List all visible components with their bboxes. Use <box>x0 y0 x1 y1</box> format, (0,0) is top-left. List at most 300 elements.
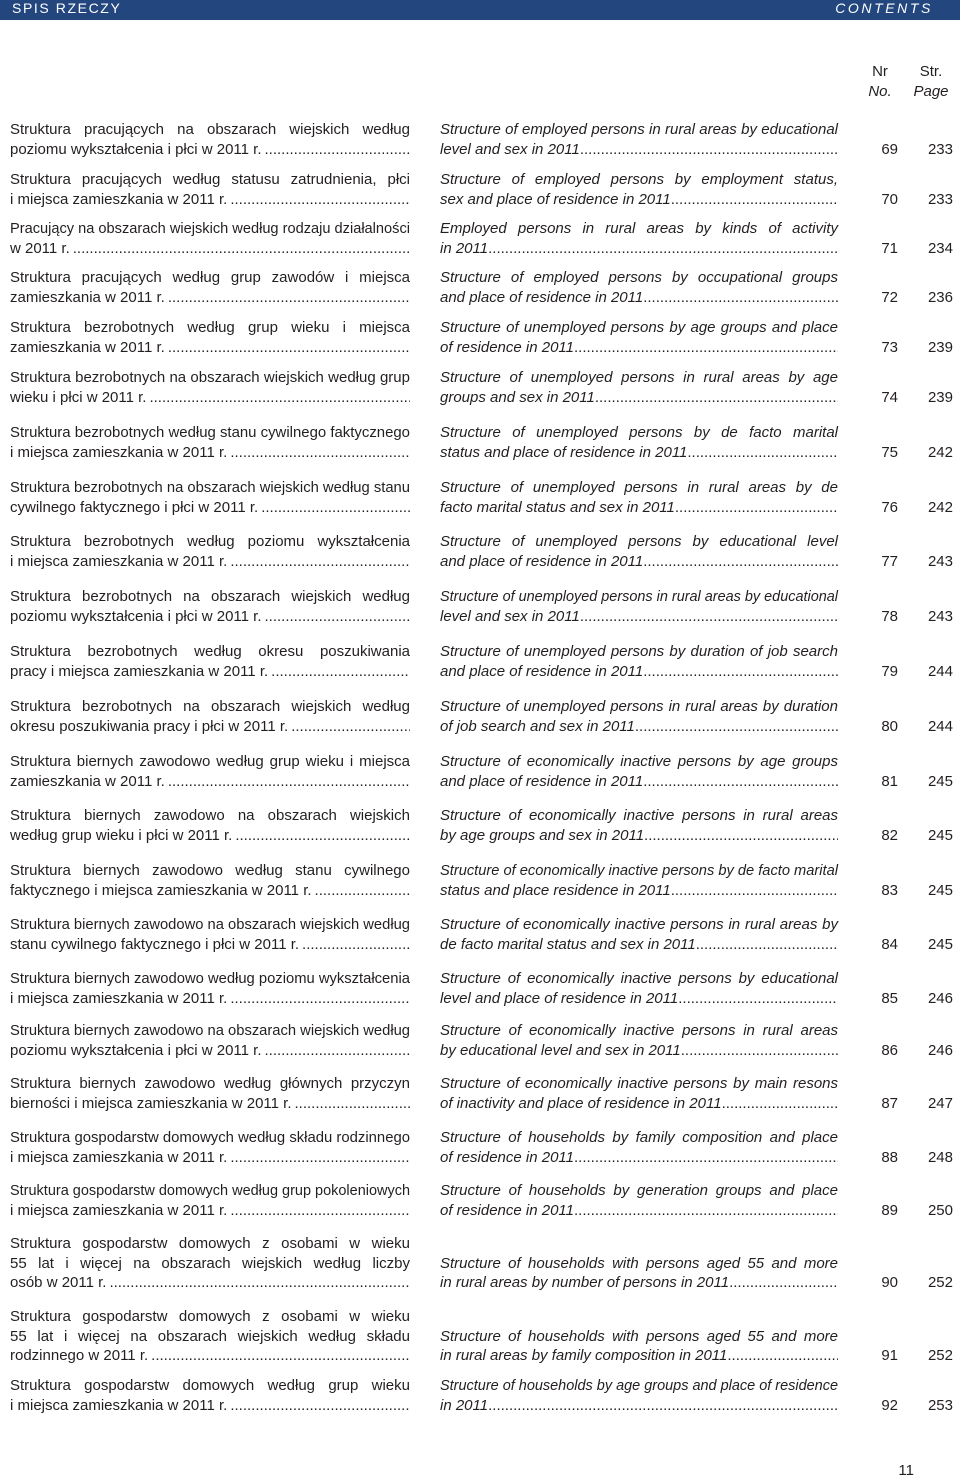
entry-title-polish <box>10 1307 410 1366</box>
title-line-text: według grup wieku i płci w 2011 r. <box>10 826 233 844</box>
title-line-text: Struktura pracujących na obszarach wiejskich według <box>10 121 410 139</box>
table-number: 81 <box>881 772 898 790</box>
table-number: 84 <box>881 935 898 953</box>
title-line-text: Struktura gospodarstw domowych według składu rodzinnego <box>10 1129 410 1147</box>
entry-title-english <box>440 1327 838 1366</box>
entry-title-polish <box>10 1074 410 1113</box>
table-number: 85 <box>881 989 898 1007</box>
page-ref: 239 <box>927 338 953 356</box>
column-header-page-english: Page <box>913 82 949 100</box>
title-line-text: Structure of economically inactive persons by main resons <box>440 1075 838 1093</box>
title-line-text: de facto marital status and sex in 2011 <box>440 935 696 953</box>
title-line <box>10 1181 410 1201</box>
entry-title-english <box>440 1254 838 1293</box>
title-line-text: of job search and sex in 2011 <box>440 717 635 735</box>
dot-leader <box>230 443 410 463</box>
dot-leader <box>687 443 838 463</box>
title-line-text: i miejsca zamieszkania w 2011 r. <box>10 1201 228 1219</box>
entry-title-polish <box>10 1181 410 1220</box>
title-line <box>440 607 838 627</box>
dot-leader <box>643 662 838 682</box>
dot-leader <box>678 989 838 1009</box>
entry-title-english <box>440 268 838 307</box>
page-ref: 244 <box>927 662 953 680</box>
title-line <box>10 915 410 935</box>
title-line <box>10 498 410 518</box>
title-line-text: Structure of unemployed persons in rural areas by educational <box>440 588 838 606</box>
toc-entry <box>0 752 960 791</box>
entry-title-polish <box>10 587 410 626</box>
page-ref: 253 <box>927 1396 953 1414</box>
title-line <box>10 642 410 662</box>
title-line <box>440 268 838 288</box>
dot-leader <box>727 1346 838 1366</box>
title-line-text: and place of residence in 2011 <box>440 662 644 680</box>
table-number: 77 <box>881 552 898 570</box>
title-line <box>440 1021 838 1041</box>
toc-entry <box>0 1234 960 1293</box>
title-line-text: poziomu wykształcenia i płci w 2011 r. <box>10 1041 262 1059</box>
toc-entry <box>0 423 960 462</box>
title-line <box>440 1273 838 1293</box>
title-line-text: level and sex in 2011 <box>440 140 580 158</box>
toc-entry <box>0 478 960 517</box>
entry-title-english <box>440 1074 838 1113</box>
title-line-text: Struktura biernych zawodowo według poziomu wykształcenia <box>10 970 410 988</box>
toc-entry <box>0 1021 960 1060</box>
title-line <box>440 587 838 607</box>
dot-leader <box>265 607 411 627</box>
title-line <box>440 1376 838 1396</box>
entry-title-polish <box>10 642 410 681</box>
toc-entry <box>0 642 960 681</box>
toc-entry <box>0 969 960 1008</box>
title-line <box>10 552 410 572</box>
table-number: 72 <box>881 288 898 306</box>
entry-title-polish <box>10 1234 410 1293</box>
page-ref: 233 <box>927 140 953 158</box>
title-line <box>10 1094 410 1114</box>
entry-title-english <box>440 478 838 517</box>
title-line <box>10 443 410 463</box>
title-line-text: Structure of households by generation groups and place <box>440 1182 838 1200</box>
title-line <box>10 368 410 388</box>
title-line <box>10 826 410 846</box>
title-line-text: Structure of employed persons by occupational groups <box>440 269 838 287</box>
title-line <box>440 935 838 955</box>
title-line <box>440 239 838 259</box>
dot-leader <box>265 140 411 160</box>
toc-entry <box>0 532 960 571</box>
table-number: 69 <box>881 140 898 158</box>
title-line-text: by educational level and sex in 2011 <box>440 1041 681 1059</box>
table-number: 76 <box>881 498 898 516</box>
title-line-text: groups and sex in 2011 <box>440 388 595 406</box>
toc-entry <box>0 587 960 626</box>
dot-leader <box>230 989 410 1009</box>
entry-title-polish <box>10 969 410 1008</box>
title-line <box>10 1234 410 1254</box>
title-line-text: status and place residence in 2011 <box>440 881 671 899</box>
toc-entry <box>0 1181 960 1220</box>
title-line <box>440 498 838 518</box>
dot-leader <box>722 1094 838 1114</box>
title-line-text: Struktura biernych zawodowo na obszarach wiejskich według <box>10 916 410 934</box>
title-line <box>10 1148 410 1168</box>
title-line <box>440 662 838 682</box>
dot-leader <box>230 190 410 210</box>
title-line <box>10 338 410 358</box>
title-line <box>440 642 838 662</box>
column-header-page-polish: Str. <box>919 63 943 80</box>
page-ref: 234 <box>927 239 953 257</box>
table-number: 70 <box>881 190 898 208</box>
title-line-text: facto marital status and sex in 2011 <box>440 498 675 516</box>
title-line <box>10 935 410 955</box>
dot-leader <box>671 190 838 210</box>
title-line-text: stanu cywilnego faktycznego i płci w 2011 r. <box>10 935 300 953</box>
section-title-english: CONTENTS <box>835 0 933 16</box>
title-line <box>10 1396 410 1416</box>
title-line-text: of inactivity and place of residence in 2011 <box>440 1094 722 1112</box>
table-number: 80 <box>881 717 898 735</box>
title-line-text: i miejsca zamieszkania w 2011 r. <box>10 552 228 570</box>
title-line-text: and place of residence in 2011 <box>440 772 644 790</box>
page-ref: 245 <box>927 935 953 953</box>
title-line <box>10 1041 410 1061</box>
column-header-page <box>906 62 956 101</box>
title-line-text: Structure of employed persons in rural areas by educational <box>440 121 838 139</box>
dot-leader <box>580 140 838 160</box>
dot-leader <box>488 1396 838 1416</box>
entry-title-polish <box>10 532 410 571</box>
dot-leader <box>230 1148 410 1168</box>
title-line-text: w 2011 r. <box>10 239 70 257</box>
page-ref: 252 <box>927 1274 953 1292</box>
dot-leader <box>151 1346 410 1366</box>
title-line-text: Structure of unemployed persons by de facto marital <box>440 424 838 442</box>
title-line-text: okresu poszukiwania pracy i płci w 2011 r. <box>10 717 289 735</box>
title-line-text: Struktura bezrobotnych na obszarach wiejskich według stanu <box>10 479 410 497</box>
title-line-text: i miejsca zamieszkania w 2011 r. <box>10 989 228 1007</box>
title-line <box>440 1254 838 1274</box>
toc-entry <box>0 318 960 357</box>
title-line <box>440 478 838 498</box>
table-number: 88 <box>881 1148 898 1166</box>
title-line-text: Structure of unemployed persons by educational level <box>440 533 838 551</box>
title-line <box>10 989 410 1009</box>
entry-title-polish <box>10 915 410 954</box>
title-line <box>440 1128 838 1148</box>
toc-entry <box>0 219 960 258</box>
title-line <box>440 552 838 572</box>
title-line <box>10 717 410 737</box>
page-number: 11 <box>898 1462 914 1479</box>
toc-entry <box>0 170 960 209</box>
entry-title-polish <box>10 806 410 845</box>
toc-entry <box>0 915 960 954</box>
title-line <box>10 388 410 408</box>
page-ref: 250 <box>927 1201 953 1219</box>
title-line-text: Structure of economically inactive persons by de facto marital <box>440 862 838 880</box>
dot-leader <box>230 1396 410 1416</box>
title-line <box>440 826 838 846</box>
title-line <box>440 861 838 881</box>
title-line-text: Struktura biernych zawodowo według grup wieku i miejsca <box>10 753 410 771</box>
title-line <box>10 1273 410 1293</box>
table-number: 82 <box>881 826 898 844</box>
title-line-text: Structure of economically inactive persons by age groups <box>440 753 838 771</box>
toc-entry <box>0 861 960 900</box>
dot-leader <box>595 388 838 408</box>
page-ref: 245 <box>927 772 953 790</box>
dot-leader <box>729 1273 838 1293</box>
title-line <box>10 423 410 443</box>
title-line-text: Structure of households by age groups and place of residence <box>440 1377 838 1395</box>
title-line <box>10 587 410 607</box>
dot-leader <box>168 288 410 308</box>
table-number: 90 <box>881 1274 898 1292</box>
title-line-text: Structure of economically inactive persons in rural areas <box>440 807 838 825</box>
title-line <box>440 1346 838 1366</box>
table-number: 87 <box>881 1094 898 1112</box>
title-line <box>440 1041 838 1061</box>
title-line-text: Pracujący na obszarach wiejskich według rodzaju działalności <box>10 220 410 238</box>
title-line <box>10 861 410 881</box>
title-line <box>440 388 838 408</box>
entry-title-english <box>440 318 838 357</box>
title-line-text: Struktura gospodarstw domowych z osobami w wieku <box>10 1308 410 1326</box>
entry-title-english <box>440 1128 838 1167</box>
table-number: 83 <box>881 881 898 899</box>
dot-leader <box>109 1273 410 1293</box>
title-line <box>440 423 838 443</box>
title-line-text: Structure of unemployed persons in rural areas by age <box>440 369 838 387</box>
page-ref: 236 <box>927 288 953 306</box>
title-line-text: Structure of economically inactive persons in rural areas by <box>440 916 838 934</box>
entry-title-polish <box>10 478 410 517</box>
title-line-text: of residence in 2011 <box>440 1201 574 1219</box>
title-line <box>440 881 838 901</box>
page-ref: 246 <box>927 989 953 1007</box>
title-line <box>440 1327 838 1347</box>
toc-entry <box>0 697 960 736</box>
dot-leader <box>235 826 410 846</box>
title-line <box>10 1254 410 1274</box>
title-line <box>10 219 410 239</box>
title-line <box>440 443 838 463</box>
title-line-text: Struktura bezrobotnych według stanu cywilnego faktycznego <box>10 424 410 442</box>
title-line-text: poziomu wykształcenia i płci w 2011 r. <box>10 607 262 625</box>
title-line-text: i miejsca zamieszkania w 2011 r. <box>10 1148 228 1166</box>
title-line-text: Structure of employed persons by employment status, <box>440 171 838 189</box>
page-ref: 252 <box>927 1347 953 1365</box>
title-line <box>10 268 410 288</box>
title-line <box>10 607 410 627</box>
title-line-text: faktycznego i miejsca zamieszkania w 2011 r. <box>10 881 312 899</box>
title-line <box>440 338 838 358</box>
title-line <box>440 772 838 792</box>
title-line-text: Struktura biernych zawodowo na obszarach wiejskich <box>10 807 410 825</box>
toc-entry <box>0 1074 960 1113</box>
dot-leader <box>643 552 838 572</box>
page-ref: 247 <box>927 1094 953 1112</box>
title-line-text: Struktura bezrobotnych na obszarach wiejskich według <box>10 698 410 716</box>
title-line-text: Struktura bezrobotnych na obszarach wiejskich według grup <box>10 369 410 387</box>
toc-entry <box>0 1128 960 1167</box>
toc-entry <box>0 1376 960 1415</box>
title-line <box>440 969 838 989</box>
title-line-text: status and place of residence in 2011 <box>440 443 688 461</box>
page-ref: 244 <box>927 717 953 735</box>
title-line-text: Structure of economically inactive persons in rural areas <box>440 1022 838 1040</box>
column-header-number <box>860 62 900 101</box>
page-ref: 243 <box>927 607 953 625</box>
title-line <box>10 1201 410 1221</box>
page-ref: 246 <box>927 1041 953 1059</box>
title-line-text: Structure of households with persons aged 55 and more <box>440 1254 838 1272</box>
entry-title-english <box>440 642 838 681</box>
dot-leader <box>671 881 838 901</box>
page-ref: 233 <box>927 190 953 208</box>
title-line <box>10 120 410 140</box>
title-line-text: Struktura pracujących według grup zawodów i miejsca <box>10 269 410 287</box>
dot-leader <box>574 338 838 358</box>
title-line-text: i miejsca zamieszkania w 2011 r. <box>10 190 228 208</box>
title-line-text: rodzinnego w 2011 r. <box>10 1347 149 1365</box>
entry-title-english <box>440 120 838 159</box>
title-line <box>440 915 838 935</box>
dot-leader <box>675 498 838 518</box>
title-line-text: and place of residence in 2011 <box>440 552 644 570</box>
title-line-text: osób w 2011 r. <box>10 1274 107 1292</box>
page-ref: 243 <box>927 552 953 570</box>
entry-title-polish <box>10 697 410 736</box>
title-line-text: pracy i miejsca zamieszkania w 2011 r. <box>10 662 269 680</box>
title-line-text: Struktura gospodarstw domowych z osobami w wieku <box>10 1235 410 1253</box>
toc-entry <box>0 368 960 407</box>
page-ref: 245 <box>927 881 953 899</box>
title-line-text: in rural areas by family composition in 2011 <box>440 1347 728 1365</box>
title-line <box>10 772 410 792</box>
title-line-text: Structure of unemployed persons by duration of job search <box>440 643 838 661</box>
dot-leader <box>291 717 410 737</box>
title-line <box>10 288 410 308</box>
dot-leader <box>271 662 410 682</box>
entry-title-polish <box>10 318 410 357</box>
entry-title-polish <box>10 219 410 258</box>
page-ref: 242 <box>927 443 953 461</box>
table-number: 71 <box>881 239 898 257</box>
title-line-text: Employed persons in rural areas by kinds of activity <box>440 220 838 238</box>
title-line <box>440 140 838 160</box>
title-line <box>10 881 410 901</box>
header-band <box>0 0 960 20</box>
entry-title-english <box>440 1376 838 1415</box>
dot-leader <box>643 288 838 308</box>
title-line-text: Struktura gospodarstw domowych według grup wieku <box>10 1377 410 1395</box>
title-line-text: of residence in 2011 <box>440 338 574 356</box>
dot-leader <box>73 239 410 259</box>
page-ref: 242 <box>927 498 953 516</box>
entry-title-english <box>440 969 838 1008</box>
title-line <box>440 717 838 737</box>
dot-leader <box>580 607 838 627</box>
title-line-text: Struktura biernych zawodowo na obszarach wiejskich według <box>10 1022 410 1040</box>
toc-entry <box>0 1307 960 1366</box>
title-line-text: level and place of residence in 2011 <box>440 989 679 1007</box>
title-line <box>10 1346 410 1366</box>
toc-entry <box>0 120 960 159</box>
title-line-text: i miejsca zamieszkania w 2011 r. <box>10 443 228 461</box>
entry-title-polish <box>10 423 410 462</box>
title-line-text: Struktura bezrobotnych według okresu poszukiwania <box>10 643 410 661</box>
title-line-text: zamieszkania w 2011 r. <box>10 772 165 790</box>
table-number: 78 <box>881 607 898 625</box>
dot-leader <box>230 1201 410 1221</box>
dot-leader <box>643 772 838 792</box>
title-line <box>10 239 410 259</box>
table-number: 79 <box>881 662 898 680</box>
toc-entry <box>0 806 960 845</box>
title-line-text: in 2011 <box>440 239 489 257</box>
dot-leader <box>149 388 410 408</box>
entry-title-english <box>440 1181 838 1220</box>
entry-title-english <box>440 915 838 954</box>
dot-leader <box>574 1201 838 1221</box>
page-ref: 248 <box>927 1148 953 1166</box>
title-line <box>10 662 410 682</box>
entry-title-polish <box>10 1128 410 1167</box>
title-line <box>10 190 410 210</box>
title-line <box>440 318 838 338</box>
title-line <box>10 532 410 552</box>
title-line-text: 55 lat i więcej na obszarach wiejskich według liczby <box>10 1254 410 1272</box>
title-line <box>440 1148 838 1168</box>
title-line <box>440 1074 838 1094</box>
title-line <box>440 219 838 239</box>
title-line-text: Struktura biernych zawodowo według stanu cywilnego <box>10 862 410 880</box>
title-line <box>10 140 410 160</box>
entry-title-polish <box>10 1021 410 1060</box>
title-line-text: in rural areas by number of persons in 2011 <box>440 1274 730 1292</box>
dot-leader <box>265 1041 411 1061</box>
title-line <box>440 190 838 210</box>
entry-title-polish <box>10 170 410 209</box>
title-line <box>440 532 838 552</box>
title-line-text: bierności i miejsca zamieszkania w 2011 r. <box>10 1094 292 1112</box>
title-line <box>10 697 410 717</box>
title-line-text: in 2011 <box>440 1396 489 1414</box>
title-line-text: wieku i płci w 2011 r. <box>10 388 147 406</box>
title-line <box>10 752 410 772</box>
title-line-text: cywilnego faktycznego i płci w 2011 r. <box>10 498 259 516</box>
title-line <box>10 1128 410 1148</box>
title-line <box>10 1307 410 1327</box>
entry-title-english <box>440 170 838 209</box>
title-line-text: Structure of unemployed persons in rural areas by duration <box>440 698 838 716</box>
entry-title-polish <box>10 120 410 159</box>
title-line <box>440 368 838 388</box>
title-line-text: Structure of households by family composition and place <box>440 1129 838 1147</box>
title-line-text: Struktura pracujących według statusu zatrudnienia, płci <box>10 171 410 189</box>
entry-title-english <box>440 752 838 791</box>
title-line-text: zamieszkania w 2011 r. <box>10 338 165 356</box>
entry-title-english <box>440 423 838 462</box>
entry-title-english <box>440 532 838 571</box>
title-line-text: Structure of unemployed persons in rural areas by de <box>440 479 838 497</box>
title-line-text: Struktura gospodarstw domowych według grup pokoleniowych <box>10 1182 410 1200</box>
